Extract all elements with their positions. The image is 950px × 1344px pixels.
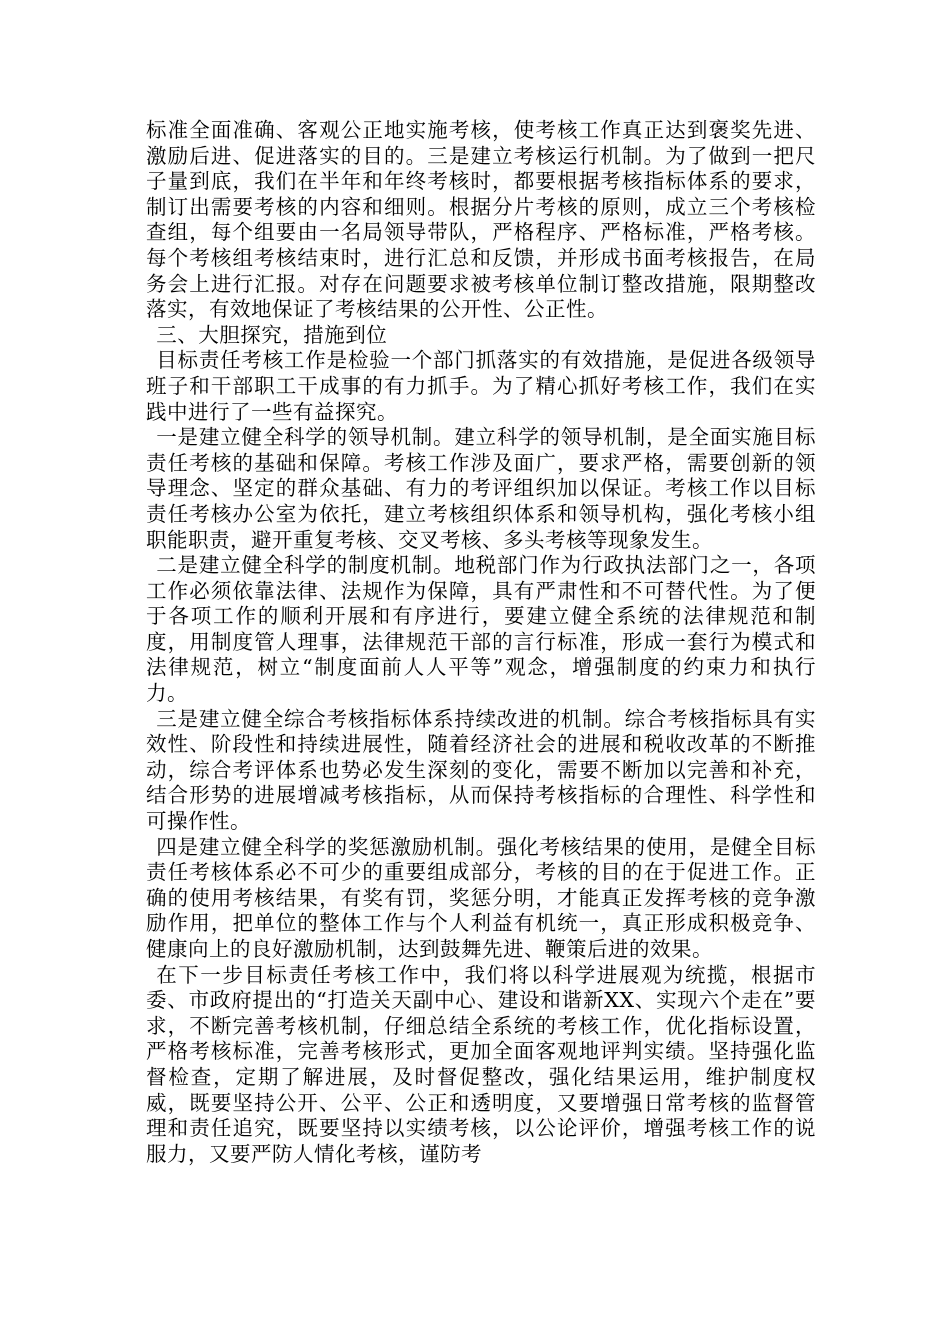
paragraph-leadership-mechanism: 一是建立健全科学的领导机制。建立科学的领导机制，是全面实施目标责任考核的基础和保障。考核工作涉及面广，要求严格，需要创新的领导理念、坚定的群众基础、有力的考评组织加以保证。考核工作以目标责任考核办公室为依托，建立考核组织体系和领导机构，强化考核小组职能职责，避开重复考核、交叉考核、多头考核等现象发生。 xyxy=(146,425,816,552)
paragraph-system-mechanism: 二是建立健全科学的制度机制。地税部门作为行政执法部门之一，各项工作必须依靠法律、法规作为保障，具有严肃性和不可替代性。为了便于各项工作的顺利开展和有序进行，要建立健全系统的法律规范和制度，用制度管人理事，法律规范干部的言行标准，形成一套行为模式和法律规范，树立“制度面前人人平等”观念，增强制度的约束力和执行力。 xyxy=(146,553,816,706)
paragraph-continuation: 标准全面准确、客观公正地实施考核，使考核工作真正达到褒奖先进、激励后进、促进落实的目的。三是建立考核运行机制。为了做到一把尺子量到底，我们在半年和年终考核时，都要根据考核指标体系的要求，制订出需要考核的内容和细则。根据分片考核的原则，成立三个考核检查组，每个组要由一名局领导带队，严格程序、严格标准，严格考核。每个考核组考核结束时，进行汇总和反馈，并形成书面考核报告，在局务会上进行汇报。对存在问题要求被考核单位制订整改措施，限期整改落实，有效地保证了考核结果的公开性、公正性。 xyxy=(146,118,816,322)
paragraph-incentive-mechanism: 四是建立健全科学的奖惩激励机制。强化考核结果的使用，是健全目标责任考核体系必不可少的重要组成部分，考核的目的在于促进工作。正确的使用考核结果，有奖有罚，奖惩分明，才能真正发挥考核的竞争激励作用，把单位的整体工作与个人利益有机统一，真正形成积极竞争、健康向上的良好激励机制，达到鼓舞先进、鞭策后进的效果。 xyxy=(146,834,816,961)
paragraph-next-steps: 在下一步目标责任考核工作中，我们将以科学进展观为统揽，根据市委、市政府提出的“打造关天副中心、建设和谐新XX、实现六个走在”要求，不断完善考核机制，仔细总结全系统的考核工作，优化指标设置，严格考核标准，完善考核形式，更加全面客观地评判实绩。坚持强化监督检查，定期了解进展，及时督促整改，强化结果运用，维护制度权威，既要坚持公开、公平、公正和透明度，又要增强日常考核的监督管理和责任追究，既要坚持以实绩考核，以公论评价，增强考核工作的说服力，又要严防人情化考核，谨防考 xyxy=(146,962,816,1166)
paragraph-improvement-mechanism: 三是建立健全综合考核指标体系持续改进的机制。综合考核指标具有实效性、阶段性和持续进展性，随着经济社会的进展和税收改革的不断推动，综合考评体系也势必发生深刻的变化，需要不断加以完善和补充，结合形势的进展增减考核指标，从而保持考核指标的合理性、科学性和可操作性。 xyxy=(146,706,816,834)
document-body xyxy=(146,118,816,1167)
paragraph-intro: 目标责任考核工作是检验一个部门抓落实的有效措施，是促进各级领导班子和干部职工干成事的有力抓手。为了精心抓好考核工作，我们在实践中进行了一些有益探究。 xyxy=(146,348,816,424)
section-heading: 三、大胆探究，措施到位 xyxy=(156,322,388,347)
